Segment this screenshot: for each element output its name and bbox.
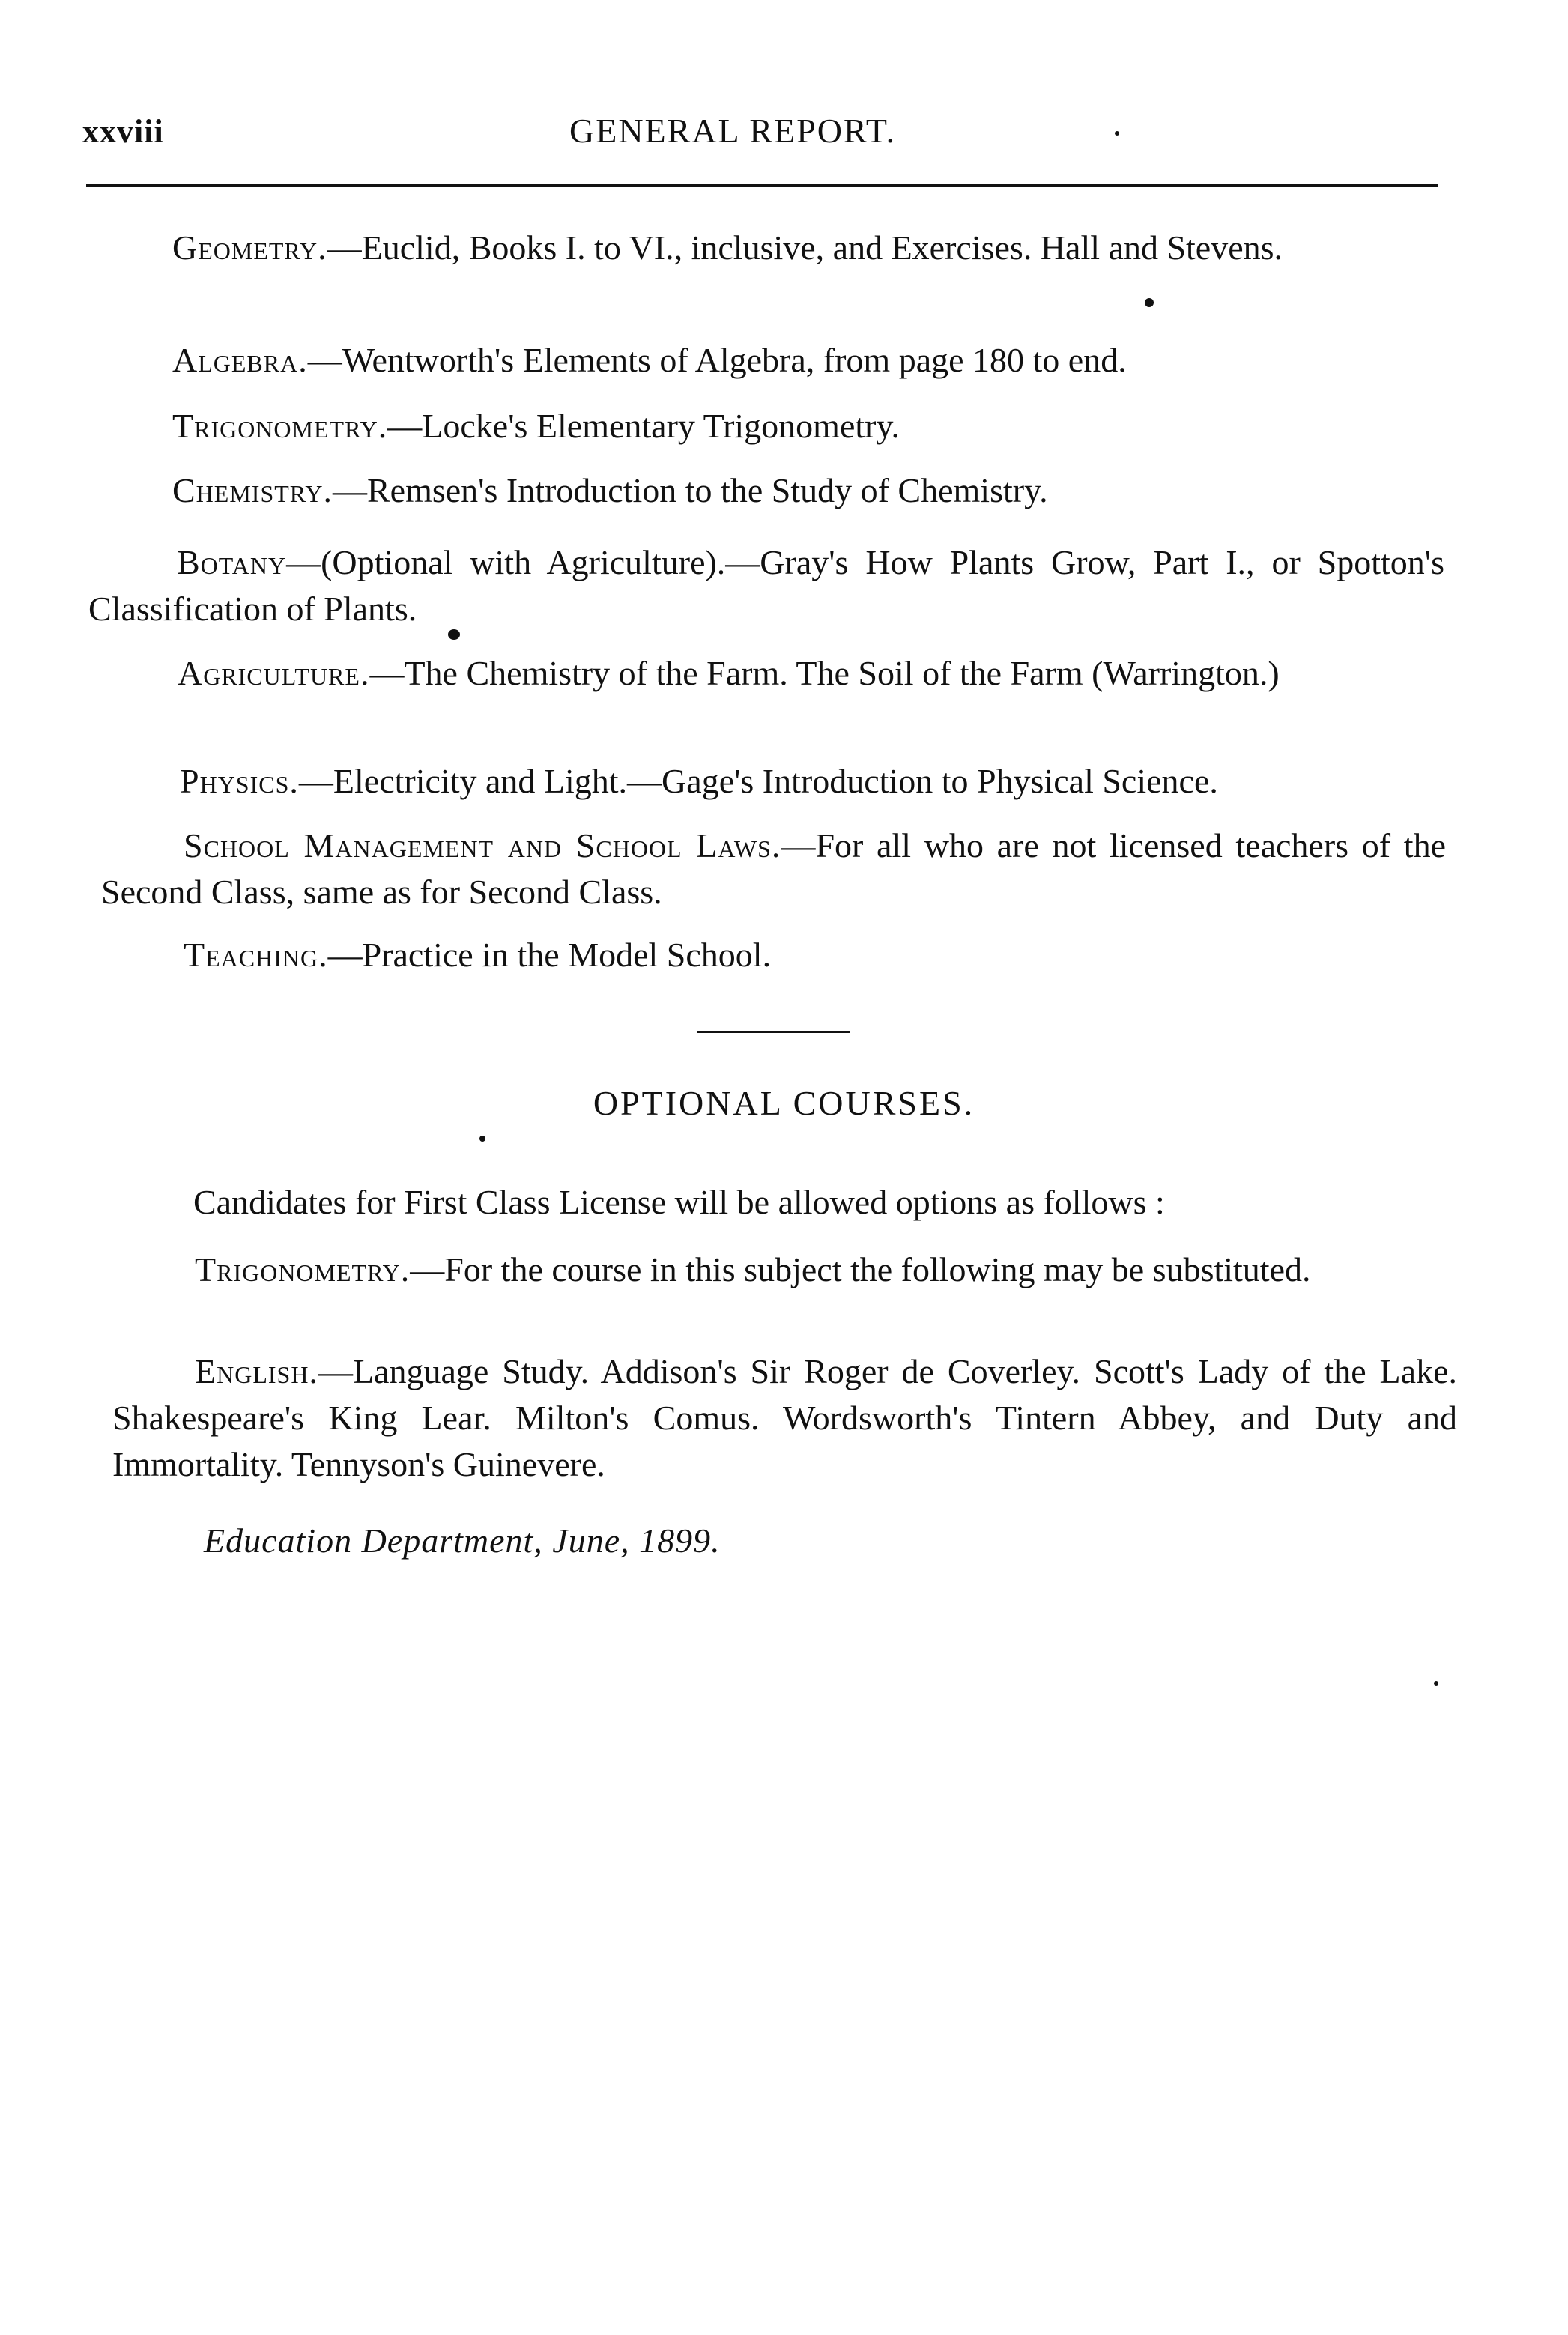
subject-botany <box>88 539 1444 632</box>
optional-text: —Language Study. Addison's Sir Roger de Coverley. Scott's Lady of the Lake. Shakespeare's King Lear. Milton's Comus. Wordsworth's Tintern Abbey, and Duty and Immortality. Tennyson's Guinevere. <box>112 1352 1457 1483</box>
signature-line: Education Department, June, 1899. <box>204 1521 721 1560</box>
subject-text: —Euclid, Books I. to VI., inclusive, and Exercises. Hall and Stevens. <box>327 228 1283 267</box>
subject-heading: Chemistry. <box>172 471 333 509</box>
subject-text: —(Optional with Agriculture).—Gray's How Plants Grow, Part I., or Spotton's Classification of Plants. <box>88 543 1444 628</box>
subject-heading: Geometry. <box>172 228 327 267</box>
subject-heading: Algebra. <box>172 341 308 379</box>
subject-heading: Agriculture. <box>178 654 370 692</box>
scan-speck <box>479 1136 485 1142</box>
running-title: GENERAL REPORT. <box>569 112 897 150</box>
optional-heading: English. <box>195 1352 318 1390</box>
subject-physics <box>180 758 1453 805</box>
subject-trigonometry <box>172 403 1446 449</box>
subject-school-management <box>101 823 1446 915</box>
scan-speck <box>1115 131 1119 136</box>
subject-heading: Physics. <box>180 762 299 800</box>
subject-algebra <box>172 337 1446 384</box>
optional-text: —For the course in this subject the following may be substituted. <box>410 1250 1311 1288</box>
subject-text: —Locke's Elementary Trigonometry. <box>387 407 900 445</box>
subject-heading: Trigonometry. <box>172 407 388 445</box>
page-header <box>82 105 1438 165</box>
subject-geometry <box>84 225 1440 271</box>
scan-speck <box>448 629 460 640</box>
optional-intro: Candidates for First Class License will be allowed options as follows : <box>193 1183 1165 1221</box>
subject-heading: Teaching. <box>184 936 328 974</box>
header-rule <box>86 184 1438 187</box>
subject-text: —Electricity and Light.—Gage's Introduction to Physical Science. <box>298 762 1218 800</box>
scan-speck <box>1434 1681 1438 1686</box>
page-number: xxviii <box>82 113 164 150</box>
optional-trigonometry <box>112 1247 1453 1293</box>
subject-heading: School Management and School Laws. <box>184 826 781 864</box>
subject-text: —Wentworth's Elements of Algebra, from page 180 to end. <box>307 341 1127 379</box>
subject-teaching <box>184 932 1457 978</box>
scan-speck <box>1145 298 1154 307</box>
subject-heading: Botany <box>177 543 287 581</box>
subject-chemistry <box>172 467 1446 514</box>
subject-text: —Remsen's Introduction to the Study of Chemistry. <box>332 471 1048 509</box>
subject-text: —For all who are not licensed teachers of the Second Class, same as for Second Class. <box>101 826 1446 911</box>
subject-agriculture <box>84 650 1444 697</box>
section-divider <box>697 1031 850 1033</box>
subject-text: —The Chemistry of the Farm. The Soil of the Farm (Warrington.) <box>369 654 1280 692</box>
optional-english <box>112 1348 1457 1488</box>
subject-text: —Practice in the Model School. <box>327 936 772 974</box>
optional-courses-title: OPTIONAL COURSES. <box>593 1084 975 1122</box>
optional-heading: Trigonometry. <box>195 1250 411 1288</box>
